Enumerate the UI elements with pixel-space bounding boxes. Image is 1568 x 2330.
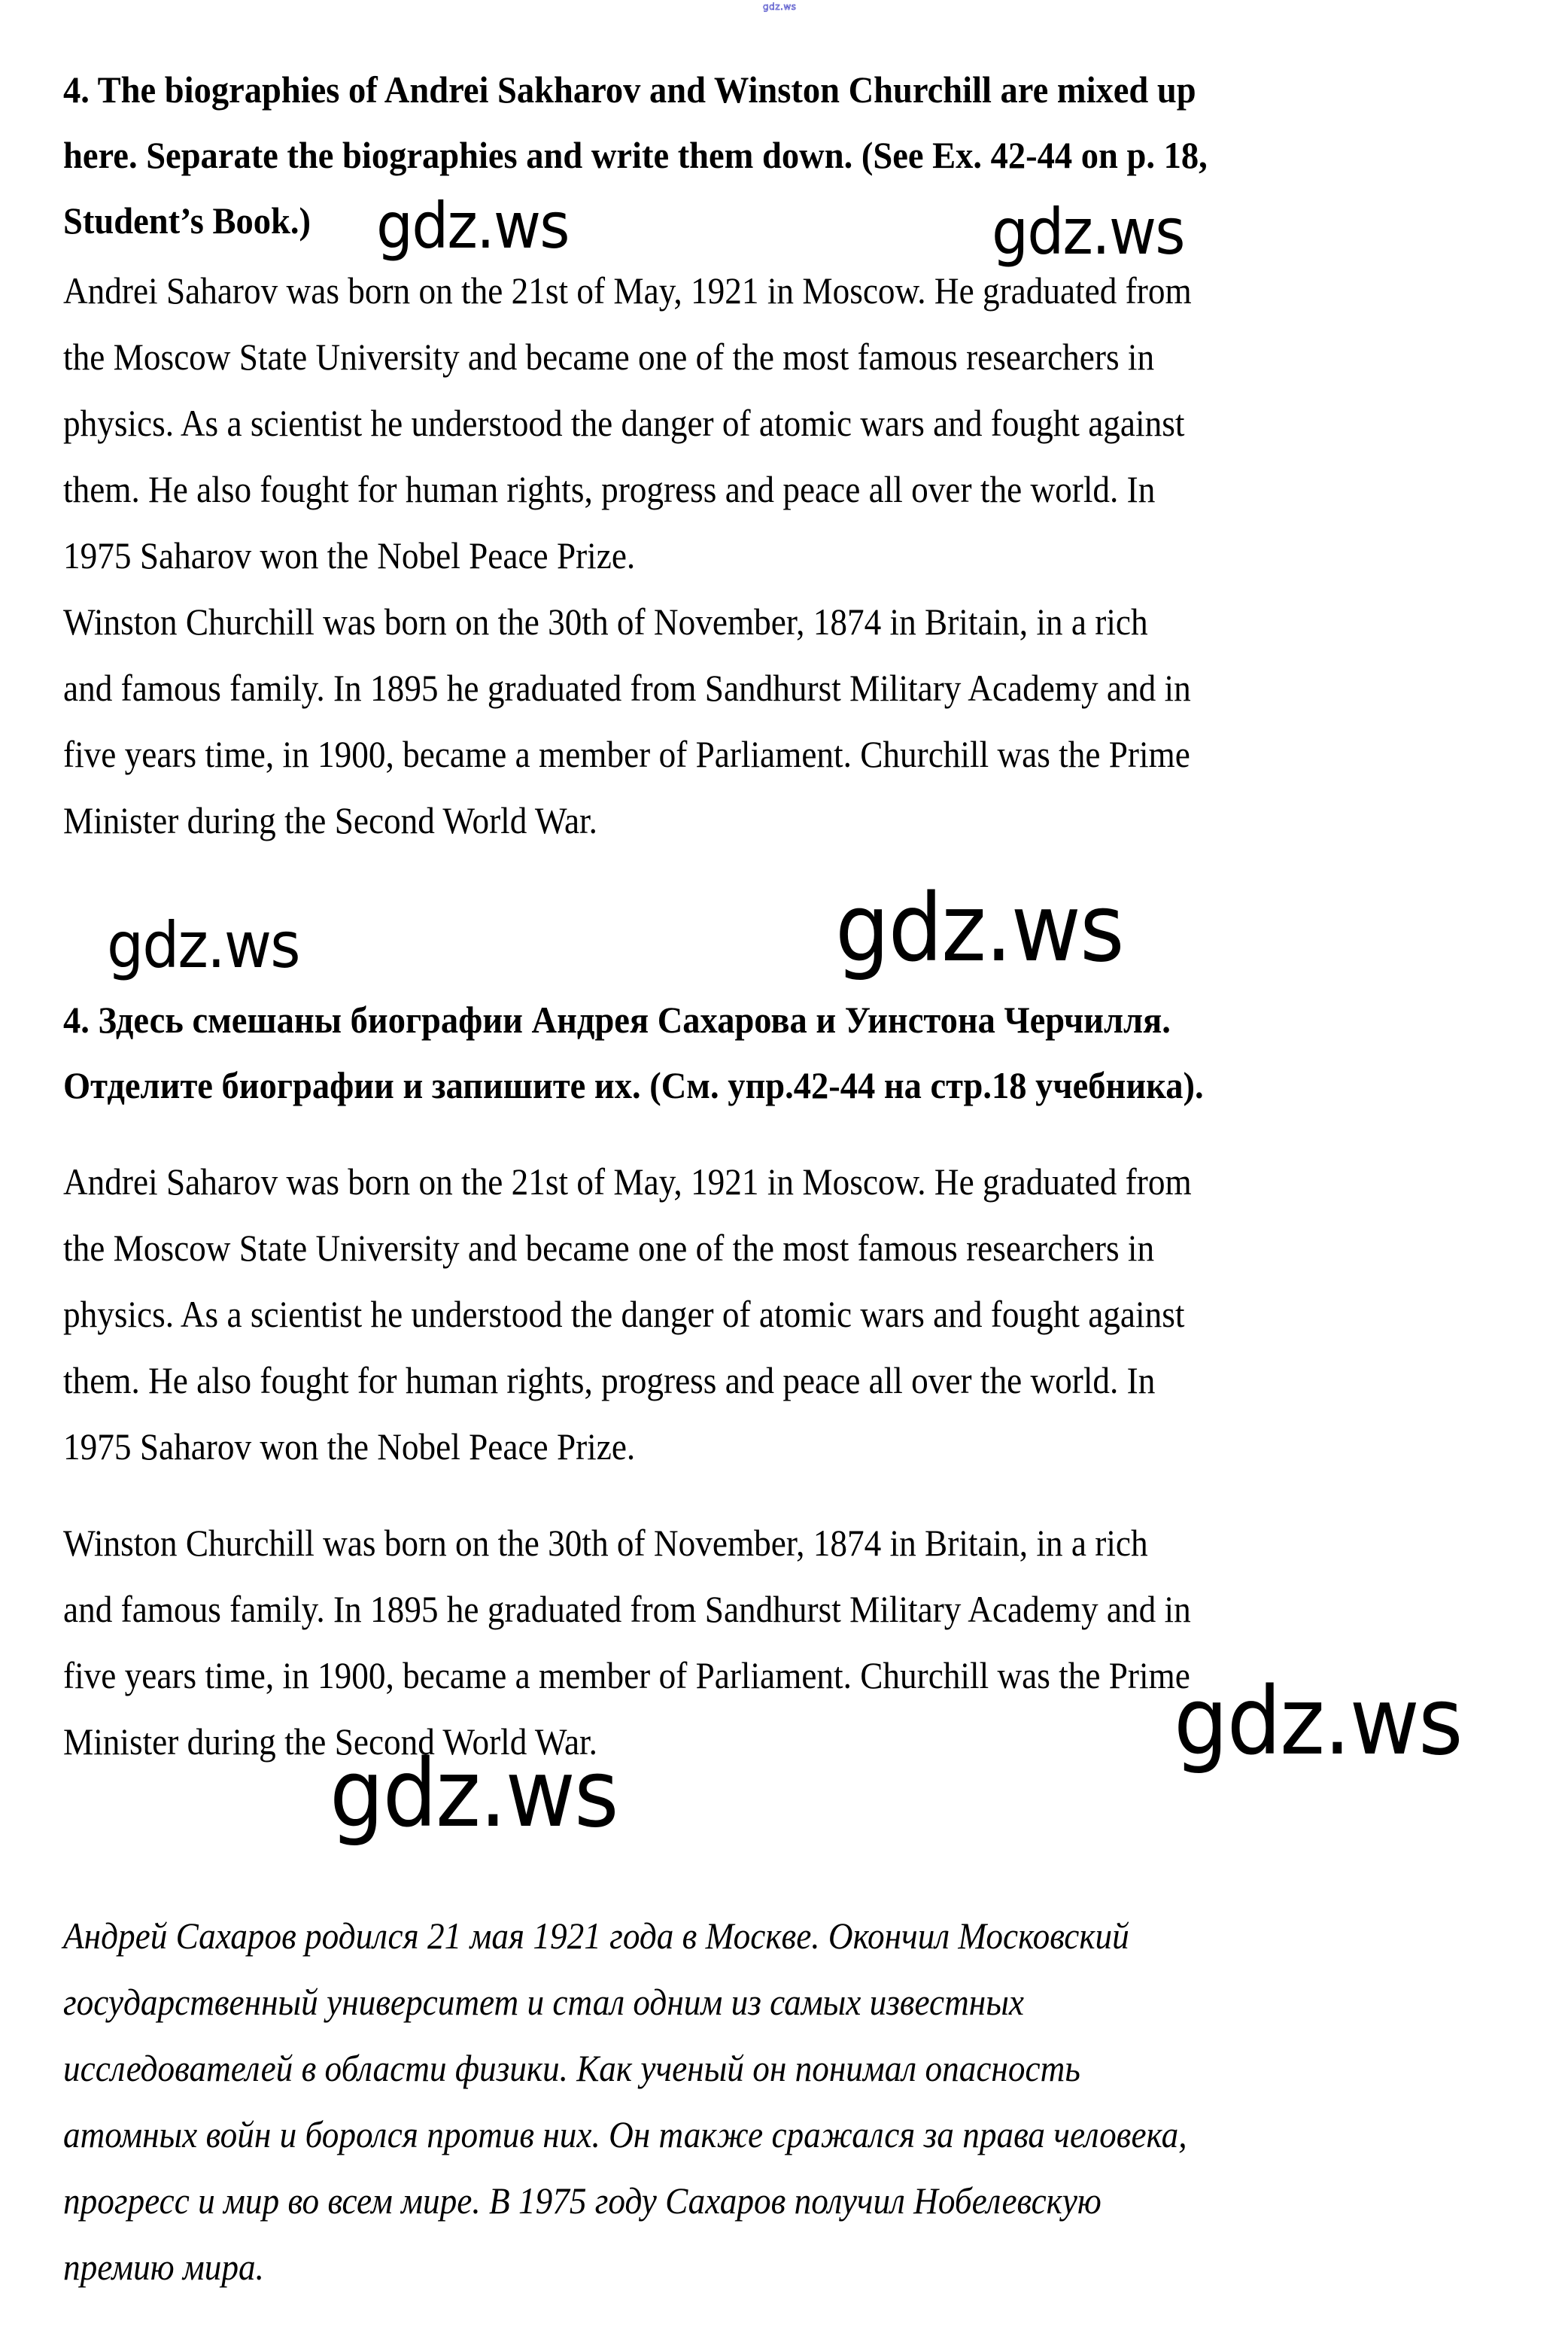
heading-line: 4. Здесь смешаны биографии Андрея Сахарова и Уинстона Черчилля. — [63, 999, 1171, 1041]
watermark: gdz.ws — [1174, 1668, 1462, 1776]
paragraph-line: Andrei Saharov was born on the 21st of May, 1921 in Moscow. He graduated from — [63, 1160, 1192, 1203]
sakharov-biography-1 — [63, 257, 1548, 589]
paragraph-line: Winston Churchill was born on the 30th of November, 1874 in Britain, in a rich — [63, 1522, 1148, 1564]
heading-line: Отделите биографии и запишите их. (См. упр.42-44 на стр.18 учебника). — [63, 1064, 1204, 1106]
paragraph-line: the Moscow State University and became one of the most famous researchers in — [63, 336, 1155, 378]
sakharov-biography-2 — [63, 1148, 1548, 1480]
paragraph-line: and famous family. In 1895 he graduated from Sandhurst Military Academy and in — [63, 667, 1191, 709]
paragraph-line: прогресс и мир во всем мире. В 1975 году Сахаров получил Нобелевскую — [63, 2179, 1102, 2222]
paragraph-line: the Moscow State University and became one of the most famous researchers in — [63, 1227, 1155, 1269]
paragraph-line: 1975 Saharov won the Nobel Peace Prize. — [63, 1425, 636, 1468]
churchill-biography-1 — [63, 589, 1548, 853]
paragraph-line: атомных войн и боролся против них. Он также сражался за права человека, — [63, 2113, 1187, 2155]
task-heading-russian — [63, 987, 1533, 1118]
watermark: gdz.ws — [376, 189, 569, 263]
watermark: gdz.ws — [835, 875, 1123, 983]
paragraph-line: them. He also fought for human rights, progress and peace all over the world. In — [63, 468, 1156, 510]
paragraph-line: physics. As a scientist he understood the danger of atomic wars and fought against — [63, 402, 1185, 444]
top-watermark: gdz.ws — [763, 2, 797, 12]
paragraph-line: 1975 Saharov won the Nobel Peace Prize. — [63, 534, 636, 576]
heading-line: here. Separate the biographies and write them down. (See Ex. 42-44 on p. 18, — [63, 134, 1208, 176]
watermark: gdz.ws — [330, 1740, 618, 1848]
heading-line: Student’s Book.) — [63, 199, 311, 242]
paragraph-line: Minister during the Second World War. — [63, 1720, 597, 1763]
paragraph-line: Andrei Saharov was born on the 21st of May, 1921 in Moscow. He graduated from — [63, 269, 1192, 312]
paragraph-line: physics. As a scientist he understood the danger of atomic wars and fought against — [63, 1293, 1185, 1335]
paragraph-line: Winston Churchill was born on the 30th of November, 1874 in Britain, in a rich — [63, 601, 1148, 643]
paragraph-line: государственный университет и стал одним из самых известных — [63, 1981, 1024, 2023]
paragraph-line: Minister during the Second World War. — [63, 799, 597, 841]
sakharov-translation — [63, 1903, 1548, 2300]
paragraph-line: five years time, in 1900, became a member of Parliament. Churchill was the Prime — [63, 1654, 1190, 1696]
heading-line: 4. The biographies of Andrei Sakharov and Winston Churchill are mixed up — [63, 68, 1196, 111]
paragraph-line: Андрей Сахаров родился 21 мая 1921 года в Москве. Окончил Московский — [63, 1915, 1129, 1957]
paragraph-line: five years time, in 1900, became a member of Parliament. Churchill was the Prime — [63, 733, 1190, 775]
paragraph-line: исследователей в области физики. Как ученый он понимал опасность — [63, 2047, 1080, 2089]
paragraph-line: and famous family. In 1895 he graduated from Sandhurst Military Academy and in — [63, 1588, 1191, 1630]
task-heading-english — [63, 57, 1533, 254]
watermark: gdz.ws — [107, 908, 299, 982]
paragraph-line: them. He also fought for human rights, progress and peace all over the world. In — [63, 1359, 1156, 1401]
watermark: gdz.ws — [992, 195, 1184, 269]
paragraph-line: премию мира. — [63, 2246, 265, 2288]
